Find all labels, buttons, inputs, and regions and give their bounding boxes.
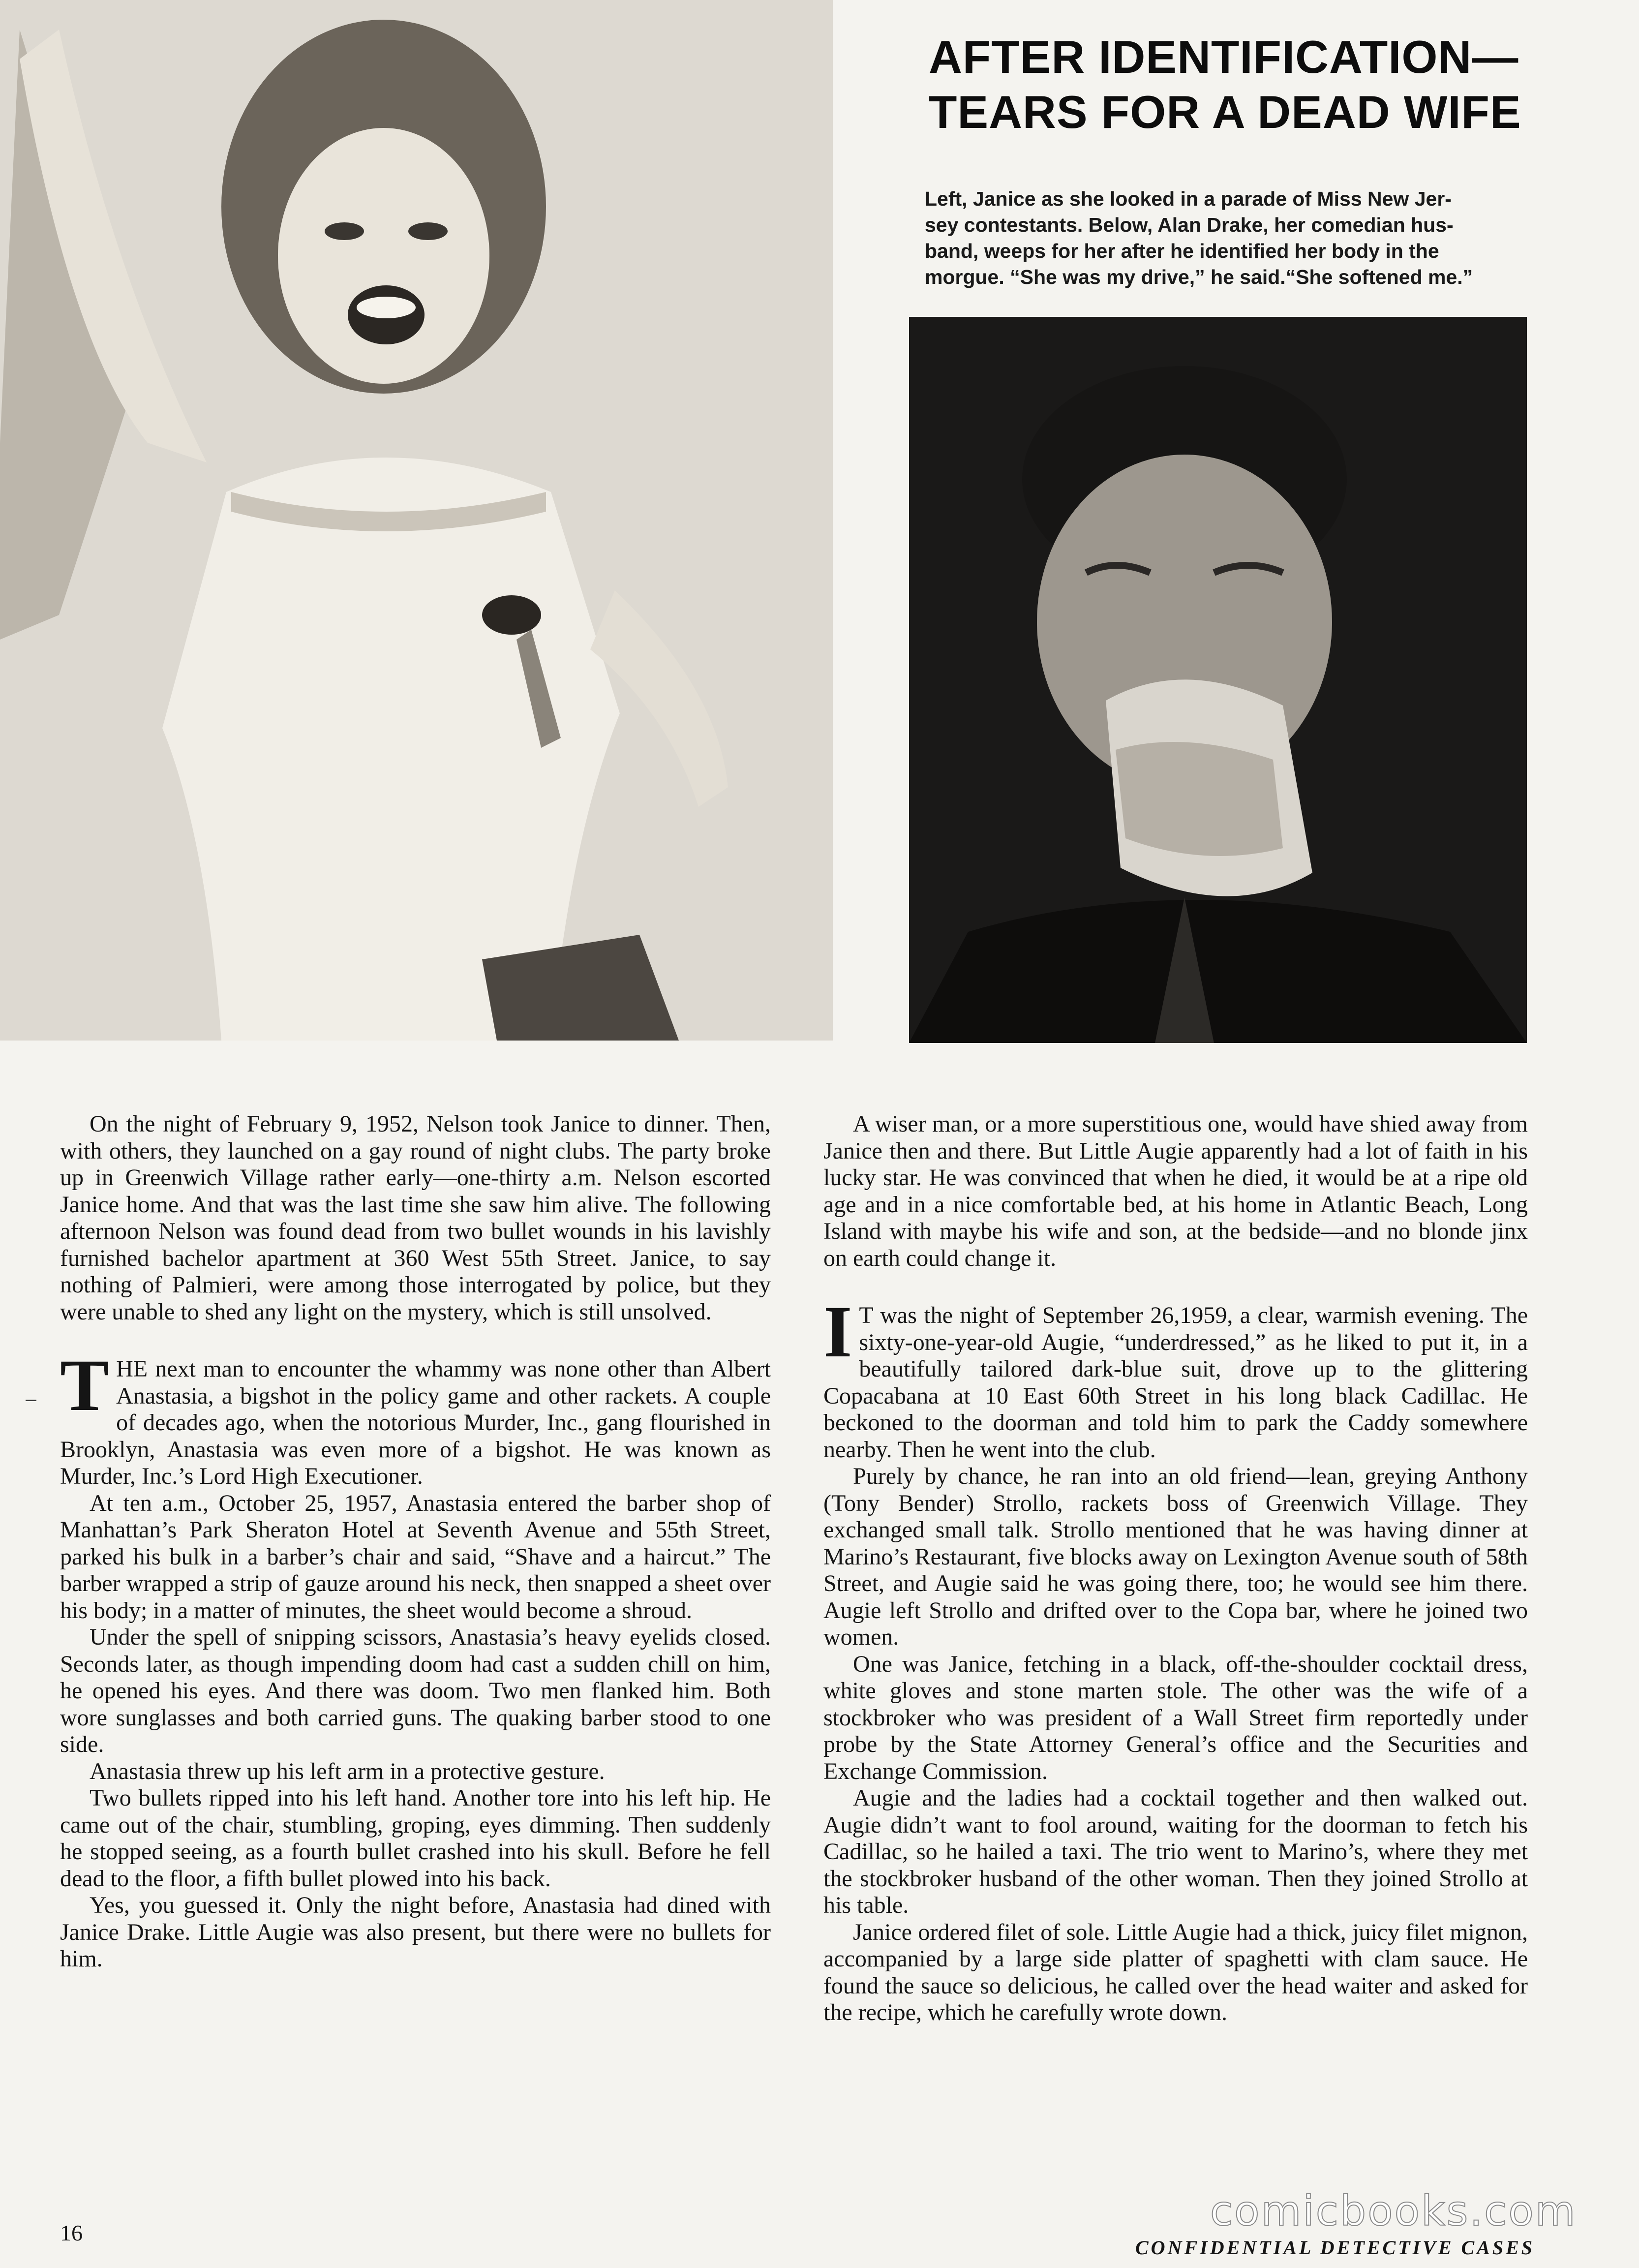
caption-line: morgue. “She was my drive,” he said.“She softened me.”: [925, 266, 1473, 288]
dropcap: I: [823, 1291, 852, 1373]
paragraph: Purely by chance, he ran into an old friend—lean, greying Anthony (Tony Bender) Strollo, rackets boss of Greenwich Village. They exchanged small talk. Strollo mentioned that he was having dinner at Marino’s Restaurant, five blocks away on Lexington Avenue south of 58th Street, and Augie said he was going there, too; he would see him there. Augie left Strollo and drifted over to the Copa bar, where he joined two women.: [823, 1463, 1528, 1650]
photo-alan-drake: [909, 317, 1527, 1043]
paragraph: Two bullets ripped into his left hand. Another tore into his left hip. He came out of the chair, stumbling, groping, eyes dimming. Then suddenly he stopped seeing, as a fourth bullet crashed into his skull. Before he fell dead to the floor, a fifth bullet plowed into his back.: [60, 1785, 771, 1892]
paragraph: A wiser man, or a more superstitious one, would have shied away from Janice then and there. But Little Augie apparently had a lot of faith in his lucky star. He was convinced that when he died, it would be at a ripe old age and in a nice comfortable bed, at his home in Atlantic Beach, Long Island with maybe his wife and son, at the bedside—and no blonde jinx on earth could change it.: [823, 1111, 1528, 1271]
photo-janice: [0, 0, 833, 1041]
article-column-left: [60, 1111, 771, 1973]
article-column-right: [823, 1111, 1528, 2026]
caption-line: band, weeps for her after he identified her body in the: [925, 240, 1439, 262]
paragraph-text: HE next man to encounter the whammy was none other than Albert Anastasia, a bigshot in the policy game and other rackets. A couple of decades ago, when the notorious Murder, Inc., gang flourished in Brooklyn, Anastasia was even more of a bigshot. He was known as Murder, Inc.’s Lord High Executioner.: [60, 1356, 771, 1489]
magazine-title: CONFIDENTIAL DETECTIVE CASES: [1135, 2237, 1535, 2259]
headline-line-2: TEARS FOR A DEAD WIFE: [929, 86, 1521, 138]
headline: [929, 30, 1568, 140]
paragraph: Under the spell of snipping scissors, Anastasia’s heavy eyelids closed. Seconds later, as though impending doom had cast a sudden chill on him, he opened his eyes. And there was doom. Two men flanked him. Both wore sunglasses and both carried guns. The quaking barber stood to one side.: [60, 1624, 771, 1757]
photo-alan-drake-illustration: [909, 317, 1527, 1043]
page-number: 16: [60, 2220, 83, 2245]
paragraph: One was Janice, fetching in a black, off-the-shoulder cocktail dress, white gloves and stone marten stole. The other was the wife of a stockbroker who was president of a Wall Street firm reportedly under probe by the State Attorney General’s office and the Securities and Exchange Commission.: [823, 1651, 1528, 1784]
watermark: comicbooks.com: [1210, 2187, 1577, 2235]
paragraph: At ten a.m., October 25, 1957, Anastasia entered the barber shop of Manhattan’s Park Sheraton Hotel at Seventh Avenue and 55th Street, parked his bulk in a barber’s chair and said, “Shave and a haircut.” The barber wrapped a strip of gauze around his neck, then snapped a sheet over his body; in a matter of minutes, the sheet would become a shroud.: [60, 1490, 771, 1624]
margin-mark: [26, 1400, 36, 1401]
paragraph-text: T was the night of September 26,1959, a clear, warmish evening. The sixty-one-year-old Augie, “underdressed,” as he liked to put it, in a beautifully tailored dark-blue suit, drove up to the glittering Copacabana at 10 East 60th Street in his long black Cadillac. He beckoned to the doorman and told him to park the Caddy somewhere nearby. Then he went into the club.: [823, 1302, 1528, 1463]
paragraph-with-dropcap: [60, 1345, 771, 1490]
headline-line-1: AFTER IDENTIFICATION—: [929, 31, 1519, 83]
photo-janice-illustration: [0, 0, 833, 1041]
paragraph: On the night of February 9, 1952, Nelson took Janice to dinner. Then, with others, they launched on a gay round of night clubs. The party broke up in Greenwich Village rather early—one-thirty a.m. Nelson escorted Janice home. And that was the last time she saw him alive. The following afternoon Nelson was found dead from two bullet wounds in his lavishly furnished bachelor apartment at 360 West 55th Street. Janice, to say nothing of Palmieri, were among those interrogated by police, but they were unable to shed any light on the mystery, which is still unsolved.: [60, 1111, 771, 1325]
paragraph: Janice ordered filet of sole. Little Augie had a thick, juicy filet mignon, accompanied by a large side platter of spaghetti with clam sauce. He found the sauce so delicious, he called over the head waiter and asked for the recipe, which he carefully wrote down.: [823, 1919, 1528, 2025]
caption-line: Left, Janice as she looked in a parade of Miss New Jer-: [925, 187, 1452, 210]
paragraph: Anastasia threw up his left arm in a protective gesture.: [90, 1758, 605, 1784]
paragraph: Yes, you guessed it. Only the night before, Anastasia had dined with Janice Drake. Little Augie was also present, but there were no bullets for him.: [60, 1892, 771, 1972]
photo-caption: [925, 186, 1515, 290]
caption-line: sey contestants. Below, Alan Drake, her comedian hus-: [925, 214, 1454, 236]
paragraph: Augie and the ladies had a cocktail together and then walked out. Augie didn’t want to fool around, waiting for the doorman to fetch his Cadillac, so he hailed a taxi. The trio went to Marino’s, where they met the stockbroker husband of the other woman. Then they joined Strollo at his table.: [823, 1785, 1528, 1918]
dropcap: T: [60, 1345, 110, 1426]
paragraph-with-dropcap: [823, 1291, 1528, 1463]
